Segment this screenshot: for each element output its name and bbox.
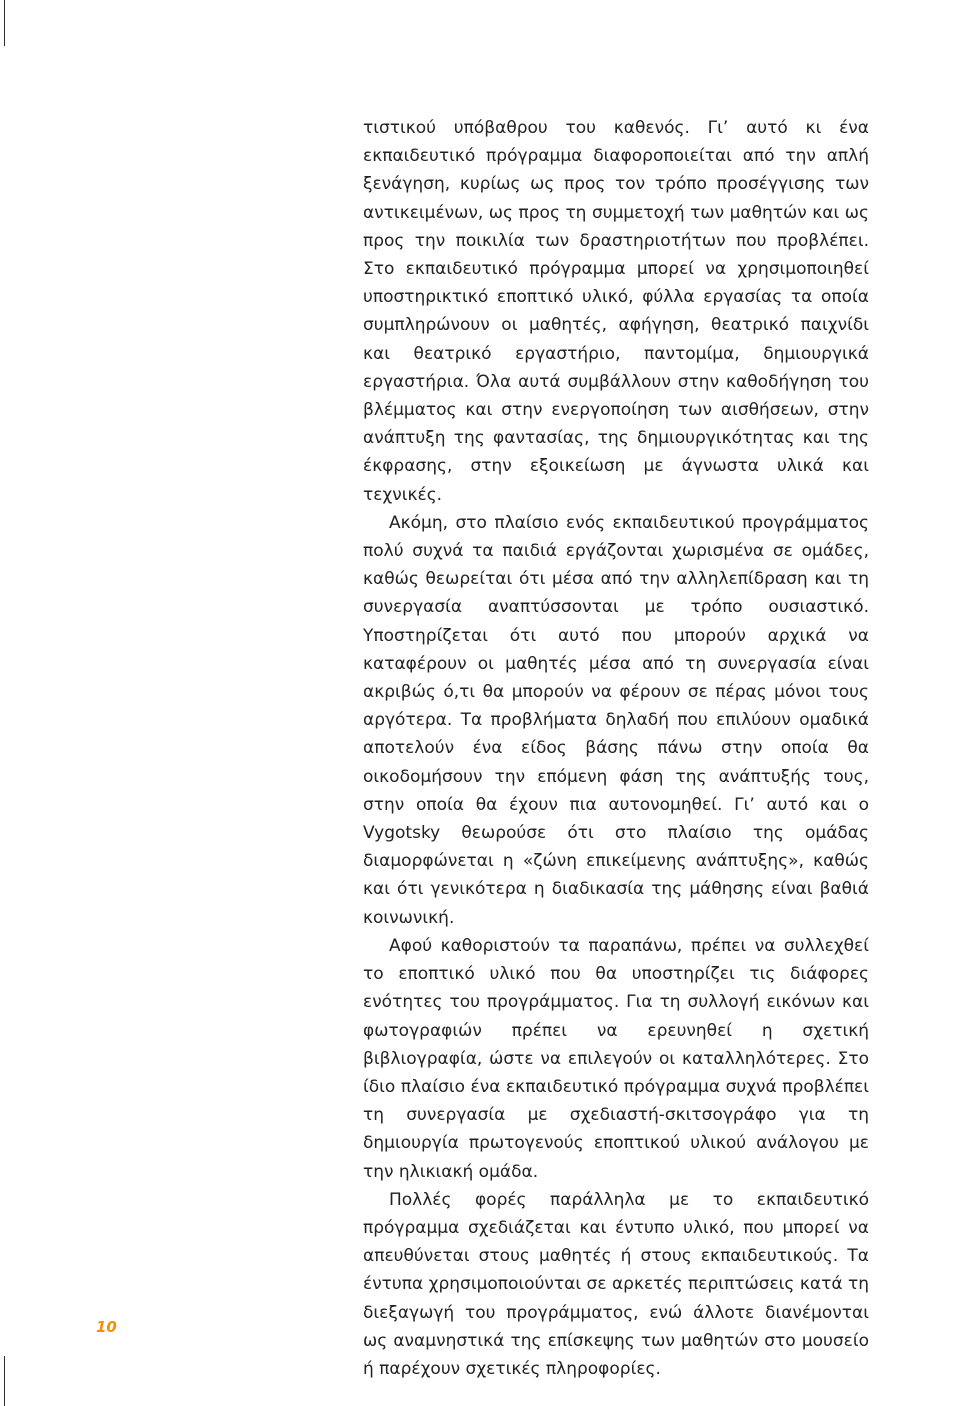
page-number: 10 xyxy=(96,1318,117,1336)
crop-mark-bottom xyxy=(4,1356,5,1406)
paragraph-3: Αφού καθοριστούν τα παραπάνω, πρέπει να συλλεχθεί το εποπτικό υλικό που θα υποστηρίζει τις διάφορες ενότητες του προγράμματος. Για τη συλλογή εικόνων και φωτογραφιών πρέπει να ερευνηθεί η σχετική βιβλιογραφία, ώστε να επιλεγούν οι καταλληλότερες. Στο ίδιο πλαίσιο ένα εκπαιδευτικό πρόγραμμα συχνά προβλέπει τη συνεργασία με σχεδιαστή-σκιτσογράφο για τη δημιουργία πρωτογενούς εποπτικού υλικού ανάλογου με την ηλικιακή ομάδα. xyxy=(363,935,869,1182)
crop-mark-top xyxy=(4,0,5,46)
body-text xyxy=(363,114,869,1383)
paragraph-1: τιστικού υπόβαθρου του καθενός. Γι’ αυτό κι ένα εκπαιδευτικό πρόγραμμα διαφοροποιείται από την απλή ξενάγηση, κυρίως ως προς τον τρόπο προσέγγισης των αντικειμένων, ως προς τη συμμετοχή των μαθητών και ως προς την ποικιλία των δραστηριοτήτων που προβλέπει. Στο εκπαιδευτικό πρόγραμμα μπορεί να χρησιμοποιηθεί υποστηρικτικό εποπτικό υλικό, φύλλα εργασίας τα οποία συμπληρώνουν οι μαθητές, αφήγηση, θεατρικό παιχνίδι και θεατρικό εργαστήριο, παντομίμα, δημιουργικά εργαστήρια. Όλα αυτά συμβάλλουν στην καθοδήγηση του βλέμματος και στην ενεργοποίηση των αισθήσεων, στην ανάπτυξη της φαντασίας, της δημιουργικότητας και της έκφρασης, στην εξοικείωση με άγνωστα υλικά και τεχνικές. xyxy=(363,118,869,505)
paragraph-2: Ακόμη, στο πλαίσιο ενός εκπαιδευτικού προγράμματος πολύ συχνά τα παιδιά εργάζονται χωρισμένα σε ομάδες, καθώς θεωρείται ότι μέσα από την αλληλεπίδραση και τη συνεργασία αναπτύσσονται με τρόπο ουσιαστικό. Υποστηρίζεται ότι αυτό που μπορούν αρχικά να καταφέρουν οι μαθητές μέσα από τη συνεργασία είναι ακριβώς ό,τι θα μπορούν να φέρουν σε πέρας μόνοι τους αργότερα. Τα προβλήματα δηλαδή που επιλύουν ομαδικά αποτελούν ένα είδος βάσης πάνω στην οποία θα οικοδομήσουν την επόμενη φάση της ανάπτυξής τους, στην οποία θα έχουν πια αυτονομηθεί. Γι’ αυτό και ο Vygotsky θεωρούσε ότι στο πλαίσιο της ομάδας διαμορφώνεται η «ζώνη επικείμενης ανάπτυξης», καθώς και ότι γενικότερα η διαδικασία της μάθησης είναι βαθιά κοινωνική. xyxy=(363,512,869,928)
paragraph-4: Πολλές φορές παράλληλα με το εκπαιδευτικό πρόγραμμα σχεδιάζεται και έντυπο υλικό, που μπορεί να απευθύνεται στους μαθητές ή στους εκπαιδευτικούς. Τα έντυπα χρησιμοποιούνται σε αρκετές περιπτώσεις κατά τη διεξαγωγή του προγράμματος, ενώ άλλοτε διανέμονται ως αναμνηστικά της επίσκεψης των μαθητών στο μουσείο ή παρέχουν σχετικές πληροφορίες. xyxy=(363,1189,869,1379)
